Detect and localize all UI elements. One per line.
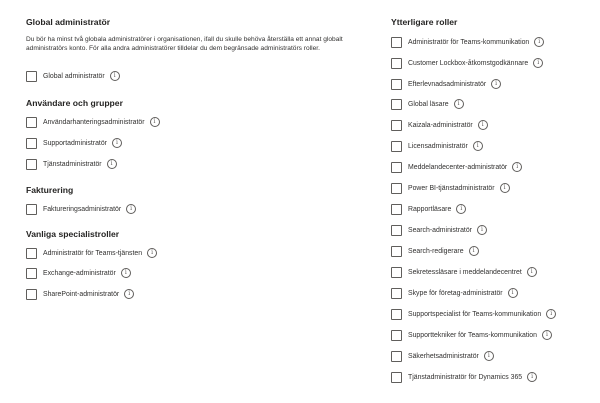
checkbox[interactable] [391, 351, 402, 362]
info-icon[interactable]: i [112, 138, 122, 148]
section-heading-common-specialist: Vanliga specialistroller [26, 229, 120, 239]
checkbox[interactable] [391, 37, 402, 48]
role-label: Administratör för Teams-kommunikation [408, 38, 530, 46]
checkbox[interactable] [391, 309, 402, 320]
info-icon[interactable]: i [456, 204, 466, 214]
role-search-admin[interactable] [391, 224, 487, 236]
role-label: Tjänstadministratör [43, 160, 102, 168]
checkbox[interactable] [391, 225, 402, 236]
role-label: Faktureringsadministratör [43, 205, 122, 213]
info-icon[interactable]: i [150, 117, 160, 127]
role-label: Search-redigerare [408, 247, 464, 255]
global-admin-description: Du bör ha minst två globala administratörer i organisationen, ifall du skulle behöva återställa ett annat globalt administratörs konto. För alla andra administratörer tilldelar du dem begränsade administratörs roller. [26, 36, 343, 52]
role-label: Supportspecialist för Teams-kommunikation [408, 310, 542, 318]
role-sharepoint-admin[interactable] [26, 288, 134, 300]
role-label: Global administratör [43, 72, 105, 80]
role-message-center-privacy-reader[interactable] [391, 266, 537, 278]
role-label: Säkerhetsadministratör [408, 352, 479, 360]
info-icon[interactable]: i [126, 204, 136, 214]
checkbox[interactable] [391, 99, 402, 110]
role-security-admin[interactable] [391, 350, 494, 362]
role-label: Customer Lockbox-åtkomstgodkännare [408, 59, 529, 67]
role-teams-communication-support-engineer[interactable] [391, 329, 552, 341]
checkbox[interactable] [26, 138, 37, 149]
role-label: Supportadministratör [43, 139, 107, 147]
role-dynamics-365-admin[interactable] [391, 371, 537, 383]
checkbox[interactable] [26, 289, 37, 300]
info-icon[interactable]: i [478, 120, 488, 130]
role-label: Rapportläsare [408, 205, 452, 213]
info-icon[interactable]: i [477, 225, 487, 235]
info-icon[interactable]: i [542, 330, 552, 340]
info-icon[interactable]: i [546, 309, 556, 319]
checkbox[interactable] [26, 159, 37, 170]
role-label: Sekretessläsare i meddelandecentret [408, 268, 522, 276]
role-search-editor[interactable] [391, 245, 479, 257]
role-label: Administratör för Teams-tjänsten [43, 249, 143, 257]
info-icon[interactable]: i [512, 162, 522, 172]
role-compliance-admin[interactable] [391, 78, 501, 90]
role-kaizala-admin[interactable] [391, 119, 488, 131]
info-icon[interactable]: i [484, 351, 494, 361]
role-label: Power BI-tjänstadministratör [408, 184, 495, 192]
role-label: Användarhanteringsadministratör [43, 118, 145, 126]
role-power-bi-admin[interactable] [391, 182, 510, 194]
role-skype-business-admin[interactable] [391, 287, 518, 299]
role-user-management-admin[interactable] [26, 116, 160, 128]
role-exchange-admin[interactable] [26, 267, 131, 279]
checkbox[interactable] [391, 183, 402, 194]
checkbox[interactable] [26, 71, 37, 82]
role-message-center-admin[interactable] [391, 161, 522, 173]
info-icon[interactable]: i [500, 183, 510, 193]
checkbox[interactable] [391, 267, 402, 278]
checkbox[interactable] [391, 141, 402, 152]
section-heading-users-groups: Användare och grupper [26, 98, 123, 108]
info-icon[interactable]: i [469, 246, 479, 256]
role-reports-reader[interactable] [391, 203, 466, 215]
checkbox[interactable] [391, 204, 402, 215]
info-icon[interactable]: i [508, 288, 518, 298]
role-billing-admin[interactable] [26, 203, 136, 215]
info-icon[interactable]: i [533, 58, 543, 68]
checkbox[interactable] [26, 268, 37, 279]
role-global-reader[interactable] [391, 98, 464, 110]
info-icon[interactable]: i [534, 37, 544, 47]
section-heading-global-admin: Global administratör [26, 17, 111, 27]
checkbox[interactable] [26, 204, 37, 215]
info-icon[interactable]: i [110, 71, 120, 81]
info-icon[interactable]: i [527, 372, 537, 382]
role-teams-communication-admin[interactable] [391, 36, 544, 48]
role-customer-lockbox-approver[interactable] [391, 57, 543, 69]
info-icon[interactable]: i [147, 248, 157, 258]
checkbox[interactable] [391, 120, 402, 131]
role-label: Licensadministratör [408, 142, 468, 150]
checkbox[interactable] [26, 248, 37, 259]
role-label: Exchange-administratör [43, 269, 116, 277]
info-icon[interactable]: i [454, 99, 464, 109]
info-icon[interactable]: i [527, 267, 537, 277]
checkbox[interactable] [391, 246, 402, 257]
checkbox[interactable] [391, 330, 402, 341]
checkbox[interactable] [391, 79, 402, 90]
role-label: Efterlevnadsadministratör [408, 80, 487, 88]
role-label: Supporttekniker för Teams-kommunikation [408, 331, 537, 339]
info-icon[interactable]: i [491, 79, 501, 89]
role-label: Search-administratör [408, 226, 472, 234]
checkbox[interactable] [391, 58, 402, 69]
role-support-admin[interactable] [26, 137, 122, 149]
info-icon[interactable]: i [124, 289, 134, 299]
role-label: Tjänstadministratör för Dynamics 365 [408, 373, 523, 381]
role-label: Kaizala-administratör [408, 121, 473, 129]
role-service-admin[interactable] [26, 158, 117, 170]
role-license-admin[interactable] [391, 140, 483, 152]
checkbox[interactable] [26, 117, 37, 128]
checkbox[interactable] [391, 162, 402, 173]
role-label: Skype för företag-administratör [408, 289, 503, 297]
info-icon[interactable]: i [473, 141, 483, 151]
role-label: SharePoint-administratör [43, 290, 120, 298]
section-heading-billing: Fakturering [26, 185, 74, 195]
section-heading-additional-roles: Ytterligare roller [391, 17, 458, 27]
info-icon[interactable]: i [107, 159, 117, 169]
info-icon[interactable]: i [121, 268, 131, 278]
role-teams-service-admin[interactable] [26, 247, 157, 259]
role-label: Global läsare [408, 100, 449, 108]
checkbox[interactable] [391, 288, 402, 299]
role-label: Meddelandecenter-administratör [408, 163, 508, 171]
checkbox[interactable] [391, 372, 402, 383]
role-global-administrator[interactable] [26, 70, 120, 82]
role-teams-communication-support-specialist[interactable] [391, 308, 556, 320]
